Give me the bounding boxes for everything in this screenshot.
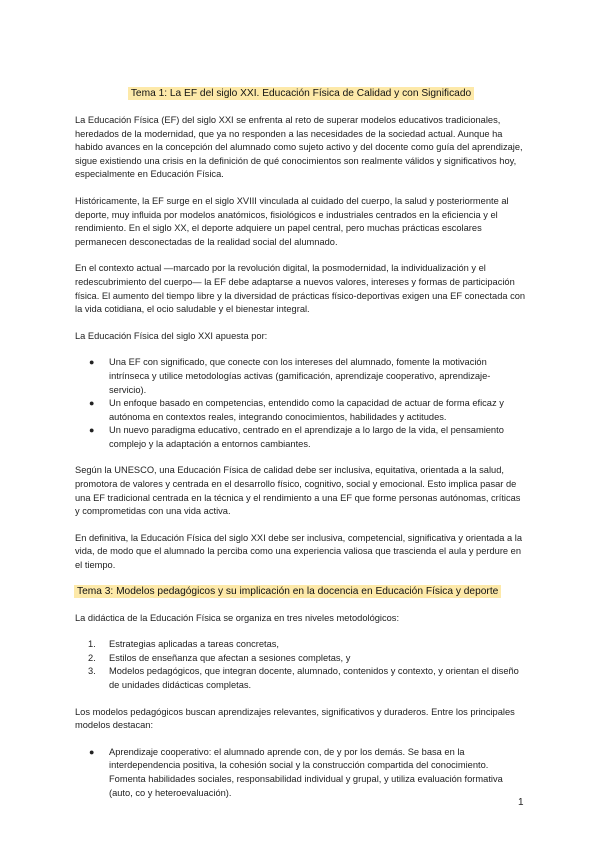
list-item — [75, 424, 527, 451]
paragraph-didactica: La didáctica de la Educación Física se organiza en tres niveles metodológicos: — [75, 612, 400, 623]
list-number: 2. — [88, 652, 96, 663]
list-item-text: Estrategias aplicadas a tareas concretas, — [109, 639, 280, 650]
page-content — [75, 83, 527, 800]
list-number: 1. — [88, 639, 96, 650]
list-item — [75, 638, 527, 652]
bullet-list-modelos — [75, 746, 527, 800]
section-heading-tema-1: Tema 1: La EF del siglo XXI. Educación Física de Calidad y con Significado — [128, 87, 474, 100]
heading-2-wrap — [74, 581, 527, 599]
paragraph-intro: La Educación Física (EF) del siglo XXI se enfrenta al reto de superar modelos educativos tradicionales, heredados de la modernidad, que ya no responden a las necesidades de la sociedad actual. Aunque ha habido avances en la concepción del alumnado como sujeto activo y del docente como guía del aprendizaje, sigue existiendo una crisis en la definición de qué conocimientos son realmente válidos y significativos hoy, especialmente en Educación Física. — [75, 115, 523, 180]
list-item — [75, 652, 527, 666]
paragraph-conclusion: En definitiva, la Educación Física del siglo XXI debe ser inclusiva, competencial, significativa y orientada a la vida, de modo que el alumnado la perciba como una experiencia valiosa que trascienda el aula y perdure en el tiempo. — [75, 532, 523, 571]
paragraph-modelos: Los modelos pedagógicos buscan aprendizajes relevantes, significativos y duraderos. Entre los principales modelos destacan: — [75, 706, 515, 731]
numbered-list-niveles — [75, 638, 527, 692]
bullet-marker: ● — [89, 425, 95, 436]
bullet-marker: ● — [89, 357, 95, 368]
heading-1-wrap — [75, 83, 527, 101]
paragraph-apuesta: La Educación Física del siglo XXI apuesta por: — [75, 330, 268, 341]
bullet-list-ef-siglo-xxi — [75, 356, 527, 451]
paragraph-history: Históricamente, la EF surge en el siglo XVIII vinculada al cuidado del cuerpo, la salud y posteriormente al deporte, muy influida por modelos anatómicos, fisiológicos e industriales centrados en la eficiencia y el rendimiento. En el siglo XX, el deporte adquiere un papel central, pero muchas prácticas escolares permanecen desconectadas de la realidad social del alumnado. — [75, 195, 509, 247]
list-item-text: Estilos de enseñanza que afectan a sesiones completas, y — [109, 652, 351, 663]
section-heading-tema-3: Tema 3: Modelos pedagógicos y su implicación en la docencia en Educación Física y deporte — [74, 585, 501, 598]
list-item-text: Aprendizaje cooperativo: el alumnado aprende con, de y por los demás. Se basa en la interdependencia positiva, la cohesión social y la construcción compartida del conocimiento. Fomenta habilidades sociales, responsabilidad individual y grupal, y utiliza evaluación formativa (auto, co y heteroevaluación). — [109, 746, 503, 798]
bullet-marker: ● — [89, 398, 95, 409]
list-number: 3. — [88, 666, 96, 677]
list-item-text: Un enfoque basado en competencias, entendido como la capacidad de actuar de forma eficaz y autónoma en contextos reales, integrando conocimientos, habilidades y actitudes. — [109, 398, 504, 422]
list-item — [75, 746, 527, 800]
list-item — [75, 397, 527, 424]
list-item — [75, 356, 527, 397]
page-number: 1 — [518, 797, 524, 808]
bullet-marker: ● — [89, 746, 95, 757]
list-item — [75, 665, 527, 692]
paragraph-unesco: Según la UNESCO, una Educación Física de calidad debe ser inclusiva, equitativa, orientada a la salud, promotora de valores y centrada en el desarrollo físico, cognitivo, social y emocional. Esto implica pasar de una EF tradicional centrada en la técnica y el rendimiento a una EF que forme personas autónomas, críticas y comprometidas con una vida activa. — [75, 465, 521, 517]
list-item-text: Una EF con significado, que conecte con los intereses del alumnado, fomente la motivación intrínseca y utilice metodologías activas (gamificación, aprendizaje cooperativo, aprendizaje-servicio). — [109, 357, 491, 395]
list-item-text: Modelos pedagógicos, que integran docente, alumnado, contenidos y contexto, y orientan el diseño de unidades didácticas completas. — [109, 666, 519, 690]
list-item-text: Un nuevo paradigma educativo, centrado en el aprendizaje a lo largo de la vida, el pensamiento complejo y la adaptación a entornos cambiantes. — [109, 425, 504, 449]
paragraph-context: En el contexto actual —marcado por la revolución digital, la posmodernidad, la individualización y el redescubrimiento del cuerpo— la EF debe adaptarse a nuevos valores, intereses y formas de participación física. El aumento del tiempo libre y la diversidad de prácticas físico-deportivas exigen una EF conectada con la vida cotidiana, el ocio saludable y el bienestar integral. — [75, 263, 526, 315]
